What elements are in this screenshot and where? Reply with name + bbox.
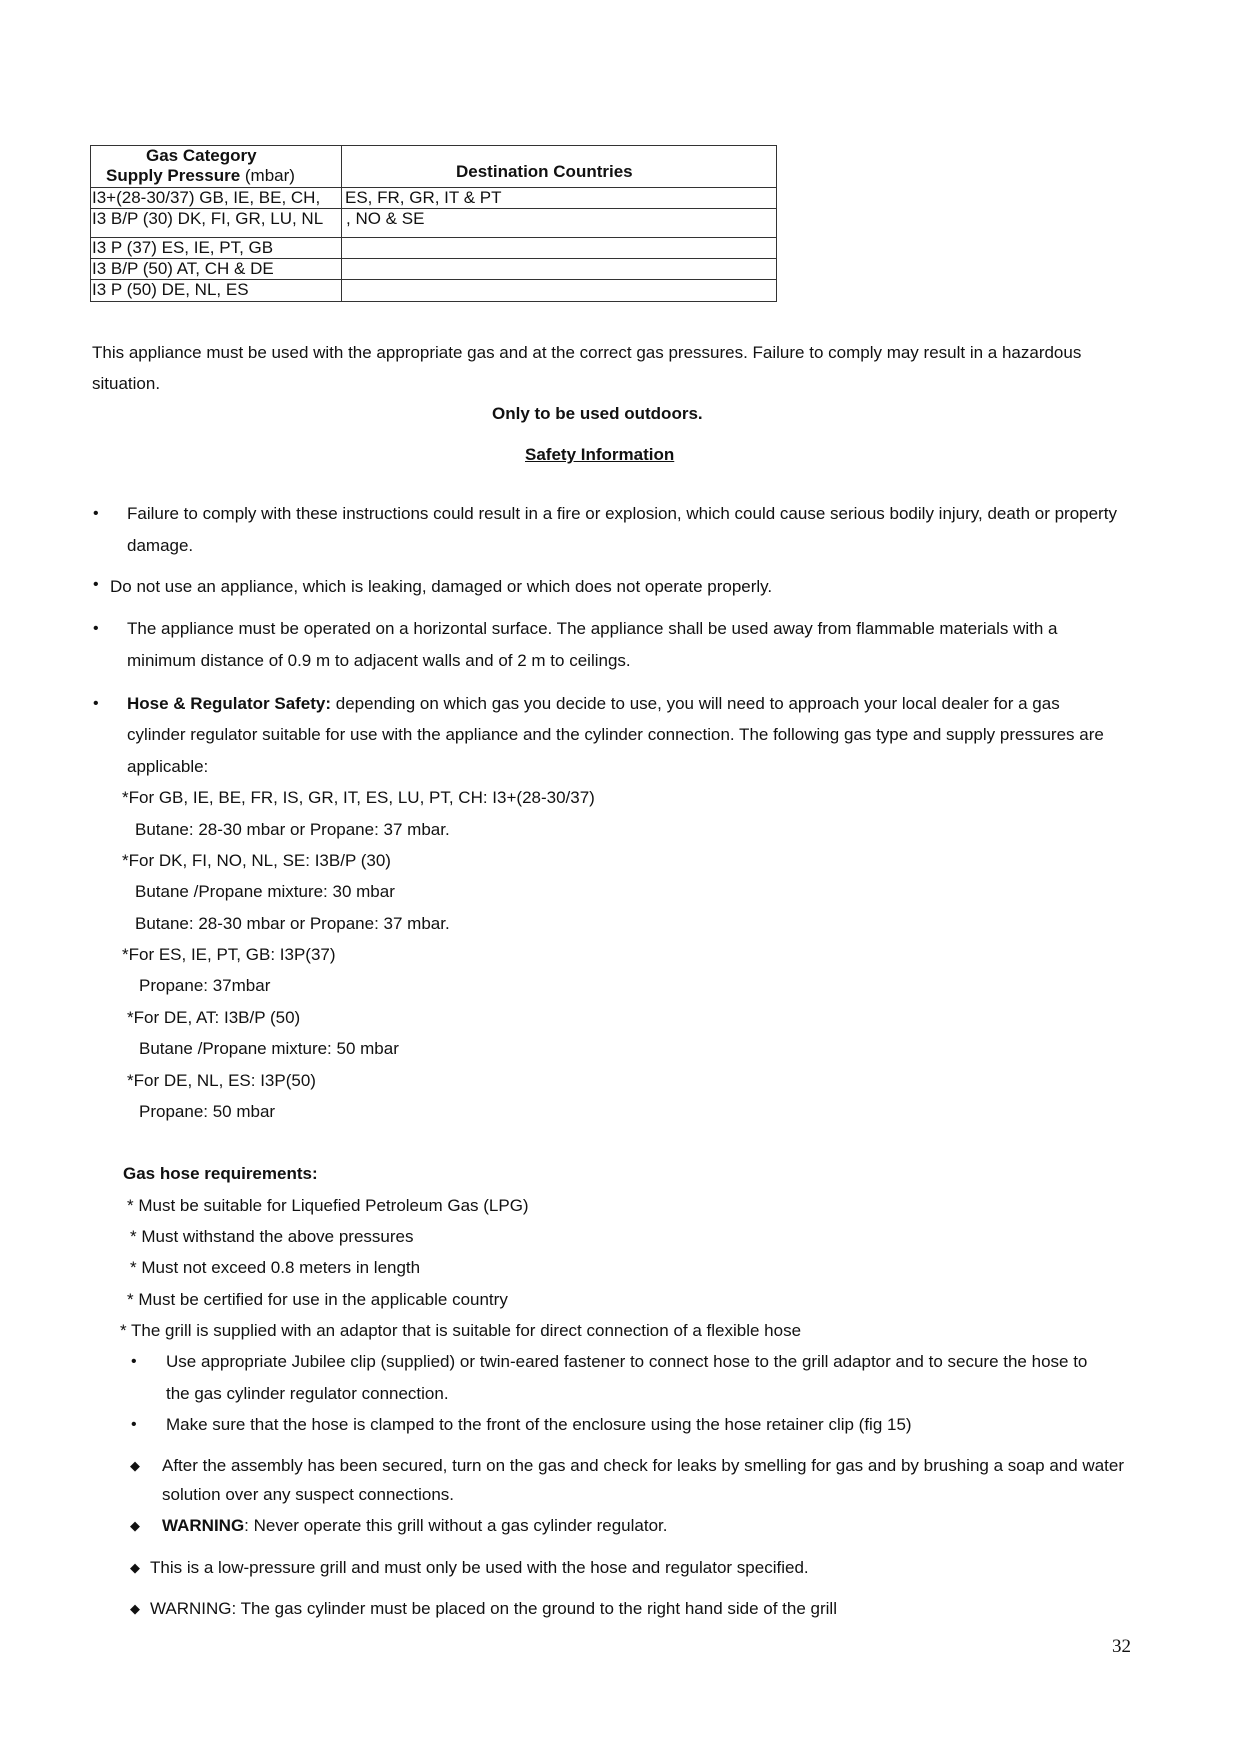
page-number: 32 — [1112, 1636, 1131, 1657]
hose-requirement-item: * Must withstand the above pressures — [130, 1227, 414, 1246]
hose-sub-bullet-2: Make sure that the hose is clamped to the front of the enclosure using the hose retainer clip (fig 15) — [166, 1415, 912, 1434]
table-row-category: I3 B/P (50) AT, CH & DE — [92, 259, 274, 278]
hose-regulator-safety-text: depending on which gas you decide to use, you will need to approach your local dealer for a gas — [331, 694, 1060, 713]
table-row-category: I3+(28-30/37) GB, IE, BE, CH, — [92, 188, 321, 207]
safety-bullet-4-line1 — [127, 694, 1060, 714]
pressure-line: *For GB, IE, BE, FR, IS, GR, IT, ES, LU, PT, CH: I3+(28-30/37) — [122, 788, 595, 807]
hose-requirement-item: * The grill is supplied with an adaptor that is suitable for direct connection of a flexible hose — [120, 1321, 802, 1340]
safety-bullet-4-line3: applicable: — [127, 757, 209, 776]
pressure-line: Propane: 50 mbar — [139, 1102, 276, 1121]
table-row-category: I3 P (37) ES, IE, PT, GB — [92, 238, 274, 257]
warning-text: : Never operate this grill without a gas cylinder regulator. — [244, 1516, 668, 1535]
bullet-icon: • — [93, 695, 99, 712]
pressure-line: Butane: 28-30 mbar or Propane: 37 mbar. — [135, 914, 450, 933]
hose-requirement-item: * Must be certified for use in the applicable country — [127, 1290, 508, 1309]
bullet-icon: • — [131, 1353, 137, 1370]
pressure-line: Butane /Propane mixture: 30 mbar — [135, 882, 395, 901]
diamond-bullet-icon: ◆ — [130, 1458, 140, 1473]
safety-bullet-3-line2: minimum distance of 0.9 m to adjacent walls and of 2 m to ceilings. — [127, 651, 631, 670]
pressure-line: Butane /Propane mixture: 50 mbar — [139, 1039, 399, 1058]
bullet-icon: • — [93, 505, 99, 522]
pressure-line: *For DE, AT: I3B/P (50) — [127, 1008, 301, 1027]
pressure-line: *For DK, FI, NO, NL, SE: I3B/P (30) — [122, 851, 391, 870]
hose-sub-bullet-1-line1: Use appropriate Jubilee clip (supplied) or twin-eared fastener to connect hose to the grill adaptor and to secure the hose to — [166, 1352, 1088, 1371]
diamond-bullet-icon: ◆ — [130, 1560, 140, 1575]
diamond-bullet-icon: ◆ — [130, 1601, 140, 1616]
diamond-bullet-icon: ◆ — [130, 1518, 140, 1533]
diamond-item-1-line2: solution over any suspect connections. — [162, 1485, 455, 1504]
intro-paragraph-line1: This appliance must be used with the appropriate gas and at the correct gas pressures. Failure to comply may result in a hazardous — [92, 343, 1082, 362]
hose-sub-bullet-1-line2: the gas cylinder regulator connection. — [166, 1384, 449, 1403]
header-supply-pressure — [106, 166, 295, 186]
pressure-line: Propane: 37mbar — [139, 976, 271, 995]
safety-bullet-3-line1: The appliance must be operated on a horizontal surface. The appliance shall be used away from flammable materials with a — [127, 619, 1058, 638]
header-supply-pressure-label: Supply Pressure — [106, 166, 241, 185]
intro-paragraph-line2: situation. — [92, 374, 161, 393]
safety-bullet-2: Do not use an appliance, which is leaking, damaged or which does not operate properly. — [110, 577, 773, 596]
table-row-countries: , NO & SE — [346, 209, 425, 228]
bullet-icon: • — [131, 1416, 137, 1433]
header-gas-category: Gas Category — [146, 146, 257, 165]
table-column-divider — [341, 146, 342, 301]
safety-information-heading: Safety Information — [525, 445, 675, 464]
outdoors-notice: Only to be used outdoors. — [492, 404, 703, 423]
diamond-item-2 — [162, 1516, 668, 1536]
gas-hose-requirements-heading: Gas hose requirements: — [123, 1164, 318, 1183]
safety-bullet-1-line1: Failure to comply with these instructions could result in a fire or explosion, which could cause serious bodily injury, death or property — [127, 504, 1117, 523]
bullet-icon: • — [93, 620, 99, 637]
table-row-category: I3 P (50) DE, NL, ES — [92, 280, 249, 299]
header-supply-pressure-unit: (mbar) — [240, 166, 295, 185]
bullet-icon: • — [93, 576, 99, 593]
table-row-countries: ES, FR, GR, IT & PT — [345, 188, 502, 207]
diamond-item-4: WARNING: The gas cylinder must be placed on the ground to the right hand side of the grill — [150, 1599, 837, 1618]
header-destination-countries: Destination Countries — [456, 162, 633, 181]
pressure-line: *For DE, NL, ES: I3P(50) — [127, 1071, 316, 1090]
hose-regulator-safety-label: Hose & Regulator Safety: — [127, 694, 332, 713]
safety-bullet-1-line2: damage. — [127, 536, 194, 555]
safety-bullet-4-line2: cylinder regulator suitable for use with the appliance and the cylinder connection. The following gas type and supply pressures are — [127, 725, 1104, 744]
diamond-item-3: This is a low-pressure grill and must only be used with the hose and regulator specified. — [150, 1558, 809, 1577]
gas-category-table — [90, 145, 777, 302]
diamond-item-1-line1: After the assembly has been secured, turn on the gas and check for leaks by smelling for gas and by brushing a soap and water — [162, 1456, 1125, 1475]
hose-requirement-item: * Must not exceed 0.8 meters in length — [130, 1258, 421, 1277]
pressure-line: *For ES, IE, PT, GB: I3P(37) — [122, 945, 336, 964]
pressure-line: Butane: 28-30 mbar or Propane: 37 mbar. — [135, 820, 450, 839]
hose-requirement-item: * Must be suitable for Liquefied Petroleum Gas (LPG) — [127, 1196, 529, 1215]
warning-label: WARNING — [162, 1516, 245, 1535]
table-row-category: I3 B/P (30) DK, FI, GR, LU, NL — [92, 209, 324, 228]
